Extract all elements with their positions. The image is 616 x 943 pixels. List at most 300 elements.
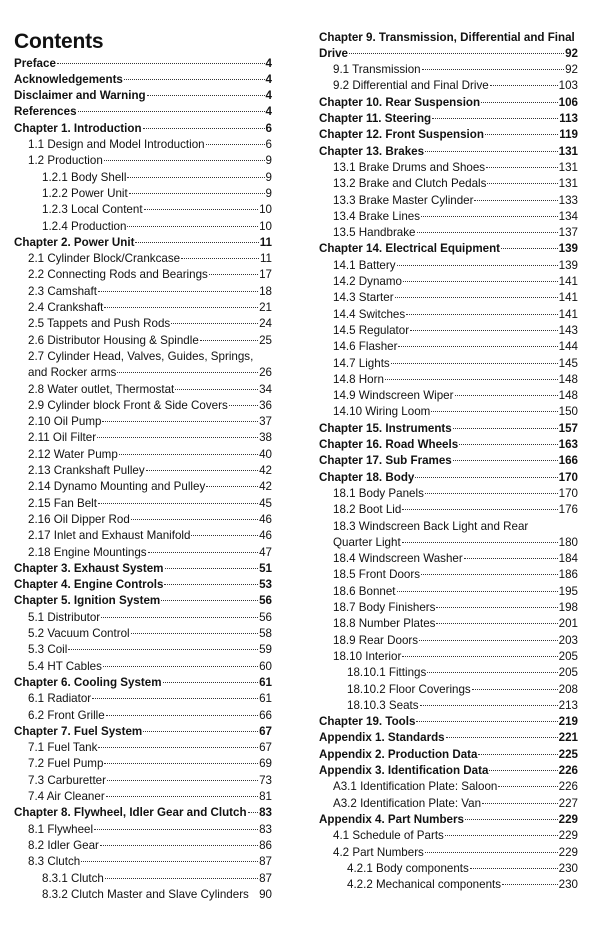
toc-dot-leader (431, 410, 557, 412)
toc-entry-label: 18.2 Boot Lid (333, 503, 402, 517)
toc-entry-label: 18.10.1 Fittings (347, 666, 427, 680)
toc-dot-leader (432, 117, 558, 119)
toc-page-number: 87 (259, 855, 272, 869)
toc-entry-label: 2.12 Water Pump (28, 447, 118, 461)
toc-dot-leader (206, 143, 265, 145)
toc-page-number: 6 (265, 121, 272, 135)
toc-entry-label: 14.1 Battery (333, 258, 396, 272)
toc-section-entry[interactable] (28, 545, 272, 561)
toc-dot-leader (200, 339, 258, 341)
toc-section-entry[interactable] (42, 170, 272, 186)
toc-page-number: 61 (259, 692, 272, 706)
toc-entry-label: 1.2.3 Local Content (42, 203, 143, 217)
toc-page-number: 73 (259, 773, 272, 787)
toc-section-entry[interactable] (333, 519, 578, 535)
toc-entry-label: Appendix 4. Part Numbers (319, 812, 464, 826)
toc-entry-label: 6.1 Radiator (28, 692, 92, 706)
toc-section-entry[interactable] (42, 202, 272, 218)
toc-section-entry[interactable] (28, 479, 272, 495)
toc-dot-leader (94, 828, 258, 830)
toc-chapter-entry[interactable] (319, 241, 578, 257)
toc-dot-leader (395, 296, 558, 298)
toc-page-number: 139 (558, 242, 578, 256)
toc-section-entry[interactable] (347, 877, 578, 893)
toc-page-number: 36 (259, 398, 272, 412)
toc-dot-leader (459, 443, 557, 445)
toc-section-entry[interactable] (28, 528, 272, 544)
toc-chapter-entry[interactable] (14, 121, 272, 137)
toc-section-entry[interactable] (28, 789, 272, 805)
toc-section-entry[interactable] (28, 740, 272, 756)
toc-section-entry[interactable] (28, 822, 272, 838)
toc-page-number: 170 (558, 486, 578, 500)
toc-chapter-entry[interactable] (14, 675, 272, 691)
toc-dot-leader (209, 273, 258, 275)
toc-page-number: 21 (259, 301, 272, 314)
toc-section-entry[interactable] (28, 316, 272, 332)
toc-chapter-entry[interactable] (319, 30, 578, 46)
toc-dot-leader (98, 746, 258, 748)
toc-entry-label: 14.5 Regulator (333, 323, 410, 337)
toc-entry-label: 2.14 Dynamo Mounting and Pulley (28, 480, 206, 494)
toc-page-number: 46 (259, 512, 272, 526)
toc-entry-label: Appendix 1. Standards (319, 731, 445, 745)
toc-page-number: 148 (558, 389, 578, 403)
toc-section-entry[interactable] (28, 430, 272, 446)
toc-chapter-entry[interactable] (14, 104, 272, 120)
toc-dot-leader (485, 133, 558, 135)
toc-dot-leader (100, 844, 258, 846)
toc-page-number: 90 (259, 887, 272, 901)
toc-page-number: 9 (265, 154, 272, 168)
toc-entry-label: 18.3 Windscreen Back Light and Rear (333, 519, 529, 533)
toc-entry-label: Chapter 19. Tools (319, 715, 416, 729)
toc-dot-leader (422, 68, 564, 70)
toc-page-number: 170 (558, 470, 578, 484)
toc-dot-leader (206, 485, 258, 487)
toc-section-entry[interactable] (333, 62, 578, 78)
toc-entry-label: 18.7 Body Finishers (333, 601, 436, 614)
toc-page-number: 60 (259, 659, 272, 673)
toc-dot-leader (402, 541, 558, 543)
toc-chapter-entry[interactable] (319, 95, 578, 111)
toc-page-number: 229 (558, 845, 578, 859)
toc-chapter-entry[interactable] (319, 144, 578, 160)
toc-section-entry[interactable] (347, 665, 578, 681)
toc-entry-label: Chapter 12. Front Suspension (319, 128, 484, 142)
toc-dot-leader (425, 492, 558, 494)
toc-page-number: 66 (259, 708, 272, 722)
toc-dot-leader (427, 671, 557, 673)
toc-page-number: 230 (558, 861, 578, 875)
toc-section-entry[interactable] (333, 372, 578, 388)
toc-page-number: 150 (558, 405, 578, 419)
toc-section-entry[interactable] (42, 887, 272, 903)
toc-entry-label: Chapter 16. Road Wheels (319, 438, 459, 451)
toc-dot-leader (470, 867, 558, 869)
toc-section-entry[interactable] (28, 267, 272, 283)
toc-page-number: 229 (558, 812, 578, 826)
toc-page-number: 205 (558, 649, 578, 663)
toc-chapter-entry[interactable] (14, 805, 272, 821)
toc-entry-label: 4.2 Part Numbers (333, 845, 424, 859)
toc-entry-label: 13.5 Handbrake (333, 226, 416, 240)
toc-section-entry[interactable] (28, 365, 272, 381)
toc-page-number: 10 (259, 203, 272, 217)
toc-section-entry[interactable] (333, 323, 578, 339)
toc-entry-label: Chapter 6. Cooling System (14, 675, 162, 689)
toc-chapter-entry[interactable] (14, 561, 272, 577)
toc-entry-label: 1.2.4 Production (42, 219, 127, 233)
toc-dot-leader (482, 802, 558, 804)
toc-section-entry[interactable] (333, 551, 578, 567)
toc-dot-leader (127, 176, 264, 178)
toc-page-number: 61 (259, 675, 272, 689)
toc-entry-label: 8.1 Flywheel (28, 822, 94, 836)
toc-section-entry[interactable] (333, 388, 578, 404)
toc-entry-label: 5.1 Distributor (28, 610, 101, 624)
toc-page-number: 226 (558, 764, 578, 777)
toc-entry-label: 14.9 Windscreen Wiper (333, 389, 454, 403)
toc-section-entry[interactable] (28, 854, 272, 870)
toc-entry-label: 8.3.2 Clutch Master and Slave Cylinders (42, 887, 249, 901)
toc-section-entry[interactable] (333, 404, 578, 420)
toc-section-entry[interactable] (333, 796, 578, 812)
toc-page-number: 42 (259, 480, 272, 494)
toc-dot-leader (397, 264, 558, 266)
toc-entry-label: 7.2 Fuel Pump (28, 757, 104, 771)
toc-entry-label: 13.3 Brake Master Cylinder (333, 193, 474, 207)
toc-page-number: 58 (259, 627, 272, 640)
toc-dot-leader (131, 632, 258, 634)
toc-entry-label: 6.2 Front Grille (28, 708, 105, 722)
toc-page-number: 195 (558, 584, 578, 598)
toc-dot-leader (349, 52, 564, 54)
toc-section-entry[interactable] (28, 349, 272, 365)
toc-page-number: 17 (259, 268, 272, 282)
toc-section-entry[interactable] (347, 682, 578, 698)
toc-page-number: 87 (259, 871, 272, 885)
toc-entry-label: 18.5 Front Doors (333, 568, 420, 582)
toc-dot-leader (425, 851, 558, 853)
toc-section-entry[interactable] (333, 649, 578, 665)
toc-section-entry[interactable] (347, 861, 578, 877)
toc-entry-label: 14.3 Starter (333, 291, 394, 305)
toc-section-entry[interactable] (28, 447, 272, 463)
toc-dot-leader (406, 313, 557, 315)
toc-page-number: 229 (558, 829, 578, 843)
toc-section-entry[interactable] (28, 773, 272, 789)
toc-entry-label: 5.2 Vacuum Control (28, 627, 130, 640)
toc-section-entry[interactable] (28, 300, 272, 316)
toc-section-entry[interactable] (333, 160, 578, 176)
toc-section-entry[interactable] (333, 225, 578, 241)
toc-section-entry[interactable] (333, 193, 578, 209)
toc-entry-label: 18.4 Windscreen Washer (333, 552, 463, 566)
toc-entry-label: 2.9 Cylinder block Front & Side Covers (28, 398, 228, 412)
toc-section-entry[interactable] (28, 838, 272, 854)
toc-entry-label: 4.2.2 Mechanical components (347, 878, 502, 892)
toc-section-entry[interactable] (28, 659, 272, 675)
toc-entry-label: 5.3 Coil (28, 643, 68, 657)
toc-dot-leader (98, 290, 258, 292)
toc-section-entry[interactable] (28, 463, 272, 479)
toc-dot-leader (68, 648, 258, 650)
toc-dot-leader (181, 257, 259, 259)
toc-page-number: 81 (259, 790, 272, 803)
toc-page-number: 157 (558, 421, 578, 435)
toc-page-number: 184 (558, 552, 578, 566)
toc-chapter-entry[interactable] (319, 730, 578, 746)
toc-entry-label: 2.1 Cylinder Block/Crankcase (28, 252, 181, 266)
toc-section-entry[interactable] (28, 512, 272, 528)
toc-dot-leader (489, 769, 557, 771)
toc-entry-label: 7.4 Air Cleaner (28, 790, 105, 803)
toc-entry-label: Chapter 11. Steering (319, 112, 432, 125)
toc-section-entry[interactable] (28, 691, 272, 707)
toc-page-number: 45 (259, 496, 272, 510)
toc-page-number: 37 (259, 415, 272, 429)
toc-page-number: 6 (265, 138, 272, 151)
toc-entry-label: Chapter 5. Ignition System (14, 594, 161, 608)
toc-page-number: 163 (558, 438, 578, 451)
toc-page-number: 103 (558, 79, 578, 93)
toc-section-entry[interactable] (28, 398, 272, 414)
toc-page-number: 4 (265, 56, 272, 70)
toc-entry-label: 2.8 Water outlet, Thermostat (28, 382, 175, 396)
toc-section-entry[interactable] (28, 333, 272, 349)
toc-section-entry[interactable] (28, 251, 272, 267)
toc-dot-leader (131, 518, 258, 520)
toc-entry-label: Chapter 14. Electrical Equipment (319, 242, 501, 256)
toc-entry-label: 14.4 Switches (333, 307, 406, 321)
toc-page-number: 133 (558, 193, 578, 207)
toc-entry-label: 14.7 Lights (333, 356, 390, 370)
toc-section-entry[interactable] (333, 535, 578, 551)
toc-page-number: 144 (558, 340, 578, 354)
toc-dot-leader (104, 159, 265, 161)
toc-chapter-entry[interactable] (319, 46, 578, 62)
toc-section-entry[interactable] (28, 153, 272, 169)
toc-entry-label: Chapter 13. Brakes (319, 144, 425, 158)
toc-chapter-entry[interactable] (319, 812, 578, 828)
toc-dot-leader (453, 427, 558, 429)
toc-chapter-entry[interactable] (319, 127, 578, 143)
toc-page-number: 92 (565, 63, 578, 77)
toc-section-entry[interactable] (28, 414, 272, 430)
toc-section-entry[interactable] (28, 496, 272, 512)
toc-section-entry[interactable] (347, 698, 578, 714)
toc-entry-label: and Rocker arms (28, 366, 117, 380)
toc-dot-leader (135, 241, 258, 243)
toc-page-number: 51 (259, 561, 272, 575)
toc-page-number: 205 (558, 666, 578, 680)
toc-dot-leader (117, 371, 258, 373)
toc-chapter-entry[interactable] (319, 747, 578, 763)
toc-section-entry[interactable] (28, 610, 272, 626)
toc-section-entry[interactable] (333, 502, 578, 518)
toc-section-entry[interactable] (333, 828, 578, 844)
toc-entry-label: Chapter 2. Power Unit (14, 235, 135, 249)
toc-entry-label: 18.10.3 Seats (347, 698, 419, 712)
toc-entry-label: Chapter 1. Introduction (14, 121, 142, 135)
toc-dot-leader (453, 459, 558, 461)
toc-page-number: 24 (259, 317, 272, 331)
toc-section-entry[interactable] (333, 339, 578, 355)
toc-chapter-entry[interactable] (319, 453, 578, 469)
toc-entry-label: 2.5 Tappets and Push Rods (28, 317, 171, 331)
toc-page-number: 83 (259, 806, 272, 820)
toc-dot-leader (103, 665, 258, 667)
toc-section-entry[interactable] (333, 290, 578, 306)
toc-entry-label: 18.6 Bonnet (333, 584, 396, 598)
toc-chapter-entry[interactable] (319, 470, 578, 486)
toc-page-number: 92 (565, 46, 578, 60)
toc-page-number: 4 (265, 72, 272, 86)
toc-page-number: 56 (259, 610, 272, 624)
toc-page-number: 186 (558, 568, 578, 582)
toc-page-number: 201 (558, 617, 578, 631)
toc-section-entry[interactable] (42, 219, 272, 235)
toc-entry-label: Chapter 8. Flywheel, Idler Gear and Clutch (14, 806, 247, 820)
toc-section-entry[interactable] (333, 584, 578, 600)
toc-page-number: 131 (558, 160, 578, 174)
toc-section-entry[interactable] (333, 486, 578, 502)
toc-section-entry[interactable] (42, 871, 272, 887)
toc-dot-leader (98, 502, 258, 504)
toc-page-number: 148 (558, 372, 578, 386)
toc-dot-leader (191, 534, 258, 536)
toc-section-entry[interactable] (333, 356, 578, 372)
toc-section-entry[interactable] (28, 626, 272, 642)
toc-entry-label: 1.2.2 Power Unit (42, 186, 128, 200)
toc-section-entry[interactable] (333, 616, 578, 632)
toc-page-number: 113 (559, 112, 578, 125)
toc-page-number: 219 (558, 715, 578, 729)
toc-chapter-entry[interactable] (319, 714, 578, 730)
toc-dot-leader (502, 883, 558, 885)
toc-chapter-entry[interactable] (14, 56, 272, 72)
toc-entry-label: 2.16 Oil Dipper Rod (28, 512, 130, 526)
toc-chapter-entry[interactable] (14, 72, 272, 88)
toc-chapter-entry[interactable] (319, 421, 578, 437)
toc-entry-label: Chapter 18. Body (319, 470, 415, 484)
toc-dot-leader (248, 811, 259, 813)
toc-chapter-entry[interactable] (14, 593, 272, 609)
toc-dot-leader (229, 404, 258, 406)
toc-page-number: 131 (558, 177, 578, 191)
toc-dot-leader (402, 655, 557, 657)
toc-entry-label: 9.1 Transmission (333, 63, 421, 77)
toc-dot-leader (486, 166, 558, 168)
toc-section-entry[interactable] (28, 284, 272, 300)
toc-dot-leader (143, 730, 258, 732)
toc-dot-leader (106, 795, 258, 797)
toc-page-number: 4 (265, 89, 272, 103)
toc-entry-label: Acknowledgements (14, 72, 123, 86)
toc-dot-leader (397, 590, 558, 592)
toc-dot-leader (445, 834, 558, 836)
toc-page-number: 166 (558, 454, 578, 468)
toc-chapter-entry[interactable] (14, 724, 272, 740)
toc-page-number: 11 (259, 252, 272, 266)
toc-page-number: 67 (259, 724, 272, 738)
toc-dot-leader (124, 78, 265, 80)
toc-section-entry[interactable] (333, 633, 578, 649)
toc-page-number: 141 (558, 275, 578, 288)
toc-entry-label: 13.1 Brake Drums and Shoes (333, 160, 486, 174)
toc-page-number: 11 (259, 235, 272, 249)
toc-dot-leader (101, 616, 258, 618)
toc-dot-leader (144, 208, 259, 210)
toc-page-number: 67 (259, 741, 272, 755)
toc-chapter-entry[interactable] (319, 437, 578, 453)
toc-page-number: 42 (259, 464, 272, 477)
toc-section-entry[interactable] (333, 845, 578, 861)
toc-section-entry[interactable] (333, 307, 578, 323)
toc-chapter-entry[interactable] (319, 763, 578, 779)
toc-section-entry[interactable] (333, 176, 578, 192)
toc-entry-label: 2.2 Connecting Rods and Bearings (28, 268, 208, 282)
toc-page-number: 10 (259, 219, 272, 233)
toc-dot-leader (146, 469, 258, 471)
toc-page-number: 25 (259, 333, 272, 347)
toc-entry-label: Chapter 15. Instruments (319, 421, 452, 435)
toc-section-entry[interactable] (333, 258, 578, 274)
toc-section-entry[interactable] (28, 382, 272, 398)
toc-page-number: 226 (558, 780, 578, 794)
toc-section-entry[interactable] (333, 209, 578, 225)
toc-page-number: 230 (558, 878, 578, 892)
toc-chapter-entry[interactable] (14, 577, 272, 593)
toc-dot-leader (446, 736, 558, 738)
toc-entry-label: 18.10.2 Floor Coverings (347, 682, 471, 696)
toc-entry-label: 5.4 HT Cables (28, 659, 102, 673)
toc-page-number: 139 (558, 258, 578, 272)
toc-section-entry[interactable] (42, 186, 272, 202)
toc-page-number: 34 (259, 382, 272, 396)
toc-section-entry[interactable] (28, 642, 272, 658)
toc-dot-leader (147, 94, 265, 96)
toc-page-number: 59 (259, 643, 272, 657)
toc-section-entry[interactable] (333, 600, 578, 616)
toc-section-entry[interactable] (28, 137, 272, 153)
toc-dot-leader (419, 639, 558, 641)
toc-page-number: 213 (558, 698, 578, 712)
toc-section-entry[interactable] (28, 708, 272, 724)
toc-section-entry[interactable] (333, 274, 578, 290)
toc-chapter-entry[interactable] (14, 88, 272, 104)
toc-entry-label: Preface (14, 56, 56, 70)
toc-dot-leader (421, 215, 558, 217)
toc-page-number: 47 (259, 545, 272, 559)
toc-chapter-entry[interactable] (14, 235, 272, 251)
toc-entry-label: 2.13 Crankshaft Pulley (28, 464, 145, 477)
toc-entry-label: 13.4 Brake Lines (333, 209, 421, 223)
toc-entry-label: 18.9 Rear Doors (333, 633, 419, 647)
toc-section-entry[interactable] (333, 78, 578, 94)
toc-section-entry[interactable] (28, 756, 272, 772)
toc-section-entry[interactable] (333, 567, 578, 583)
toc-entry-label: Chapter 7. Fuel System (14, 724, 143, 738)
toc-page-number: 119 (559, 128, 578, 142)
toc-section-entry[interactable] (333, 779, 578, 795)
toc-entry-label: 7.3 Carburetter (28, 773, 106, 787)
toc-dot-leader (107, 779, 258, 781)
toc-chapter-entry[interactable] (319, 111, 578, 127)
toc-page-number: 134 (558, 209, 578, 223)
toc-entry-label: Chapter 17. Sub Frames (319, 454, 452, 468)
